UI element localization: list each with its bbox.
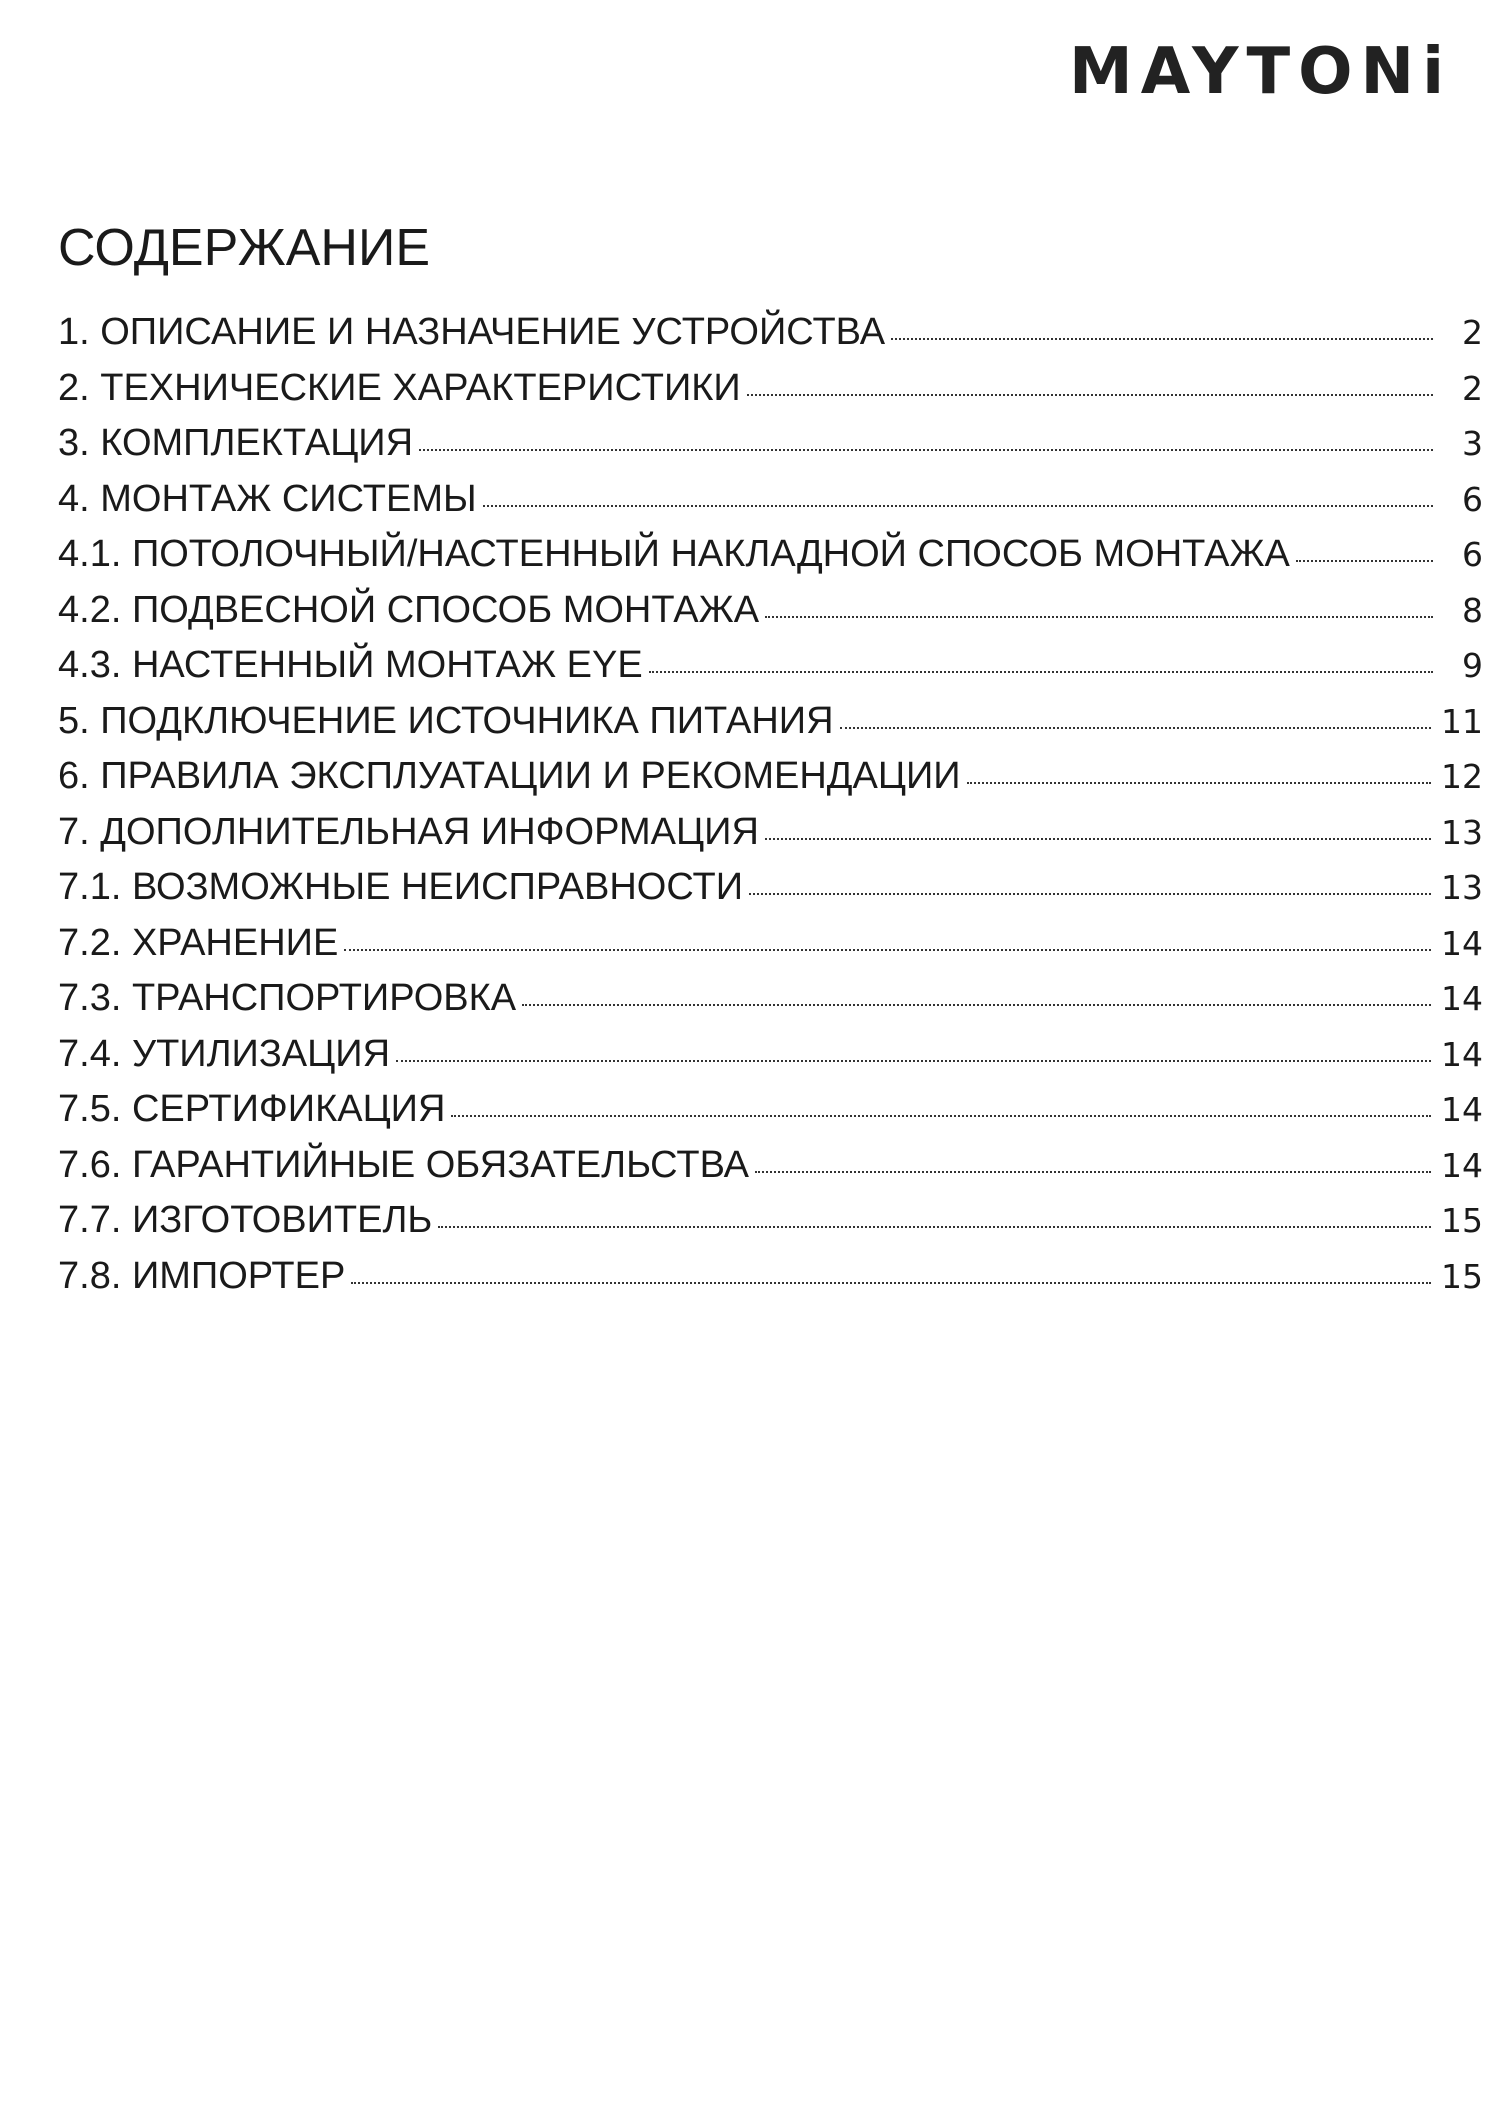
toc-entry-page: 6 xyxy=(1462,535,1483,574)
toc-entry-page: 2 xyxy=(1462,313,1483,352)
dot-leader xyxy=(840,727,1431,729)
toc-entry-page: 14 xyxy=(1441,1145,1483,1185)
toc-entry-label: 4. МОНТАЖ СИСТЕМЫ xyxy=(58,477,477,520)
toc-entry-label: 7.6. ГАРАНТИЙНЫЕ ОБЯЗАТЕЛЬСТВА xyxy=(58,1143,749,1186)
toc-entry[interactable] xyxy=(58,472,1483,528)
dot-leader xyxy=(749,893,1431,895)
toc-entry-label: 2. ТЕХНИЧЕСКИЕ ХАРАКТЕРИСТИКИ xyxy=(58,366,741,409)
toc-entry[interactable] xyxy=(58,694,1483,750)
toc-entry[interactable] xyxy=(58,749,1483,805)
toc-entry[interactable] xyxy=(58,305,1483,361)
toc-entry-label: 3. КОМПЛЕКТАЦИЯ xyxy=(58,422,414,464)
toc-entry-label: 4.1. ПОТОЛОЧНЫЙ/НАСТЕННЫЙ НАКЛАДНОЙ СПОСОБ МОНТАЖА xyxy=(58,533,1290,575)
toc-entry-page: 12 xyxy=(1441,757,1483,796)
toc-entry[interactable] xyxy=(58,805,1483,861)
dot-leader xyxy=(438,1226,1431,1228)
toc-entry[interactable] xyxy=(58,638,1483,694)
toc-entry-page: 15 xyxy=(1441,1201,1483,1240)
toc-entry-label: 5. ПОДКЛЮЧЕНИЕ ИСТОЧНИКА ПИТАНИЯ xyxy=(58,699,834,742)
toc-entry-label: 7.3. ТРАНСПОРТИРОВКА xyxy=(58,977,517,1019)
toc-entry-label: 4.2. ПОДВЕСНОЙ СПОСОБ МОНТАЖА xyxy=(58,588,760,631)
dot-leader xyxy=(649,671,1433,673)
toc-entry-page: 2 xyxy=(1462,368,1483,408)
toc-entry-page: 11 xyxy=(1441,701,1483,741)
toc-entry-label: 4.3. НАСТЕННЫЙ МОНТАЖ EYE xyxy=(58,644,643,686)
dot-leader xyxy=(765,616,1433,618)
toc-entry-label: 7.5. СЕРТИФИКАЦИЯ xyxy=(58,1088,446,1130)
toc-entry[interactable] xyxy=(58,860,1483,916)
toc-entry[interactable] xyxy=(58,1027,1483,1083)
toc-entry-page: 6 xyxy=(1462,479,1483,519)
dot-leader xyxy=(344,949,1431,951)
toc-title: СОДЕРЖАНИЕ xyxy=(58,219,431,277)
toc-entry-page: 13 xyxy=(1441,812,1483,852)
toc-entry[interactable] xyxy=(58,1249,1483,1305)
toc-entry-page: 8 xyxy=(1462,590,1483,630)
toc-entry-label: 7.7. ИЗГОТОВИТЕЛЬ xyxy=(58,1199,433,1241)
dot-leader xyxy=(396,1060,1431,1062)
dot-leader xyxy=(747,394,1433,396)
toc-entry-page: 9 xyxy=(1462,646,1483,685)
dot-leader xyxy=(1296,560,1433,562)
toc-entry-page: 3 xyxy=(1462,424,1483,463)
toc-entry-page: 15 xyxy=(1441,1256,1483,1296)
dot-leader xyxy=(419,449,1433,451)
toc-entry[interactable] xyxy=(58,527,1483,583)
dot-leader xyxy=(891,338,1433,340)
dot-leader xyxy=(451,1115,1431,1117)
toc-entry-label: 7.8. ИМПОРТЕР xyxy=(58,1254,346,1297)
toc-entry-label: 7.2. ХРАНЕНИЕ xyxy=(58,921,339,964)
toc-entry-label: 6. ПРАВИЛА ЭКСПЛУАТАЦИИ И РЕКОМЕНДАЦИИ xyxy=(58,755,961,797)
toc-entry[interactable] xyxy=(58,1082,1483,1138)
toc-entry[interactable] xyxy=(58,1138,1483,1194)
toc-entry-label: 7.4. УТИЛИЗАЦИЯ xyxy=(58,1032,391,1075)
toc-entry[interactable] xyxy=(58,1193,1483,1249)
toc-entry-label: 1. ОПИСАНИЕ И НАЗНАЧЕНИЕ УСТРОЙСТВА xyxy=(58,311,886,353)
toc-entry[interactable] xyxy=(58,583,1483,639)
toc-entry-label: 7. ДОПОЛНИТЕЛЬНАЯ ИНФОРМАЦИЯ xyxy=(58,810,759,853)
toc-entry[interactable] xyxy=(58,916,1483,972)
toc-entry-label: 7.1. ВОЗМОЖНЫЕ НЕИСПРАВНОСТИ xyxy=(58,866,744,908)
dot-leader xyxy=(483,505,1433,507)
toc-entry[interactable] xyxy=(58,416,1483,472)
toc-list xyxy=(58,305,1483,1304)
dot-leader xyxy=(755,1171,1431,1173)
toc-entry-page: 13 xyxy=(1441,868,1483,907)
toc-entry[interactable] xyxy=(58,971,1483,1027)
dot-leader xyxy=(522,1004,1431,1006)
dot-leader xyxy=(967,782,1431,784)
dot-leader xyxy=(351,1282,1431,1284)
brand-logo: MAYTONi xyxy=(1069,35,1452,109)
toc-entry[interactable] xyxy=(58,361,1483,417)
toc-entry-page: 14 xyxy=(1441,923,1483,963)
toc-entry-page: 14 xyxy=(1441,1090,1483,1129)
toc-entry-page: 14 xyxy=(1441,1034,1483,1074)
toc-entry-page: 14 xyxy=(1441,979,1483,1018)
dot-leader xyxy=(765,838,1431,840)
